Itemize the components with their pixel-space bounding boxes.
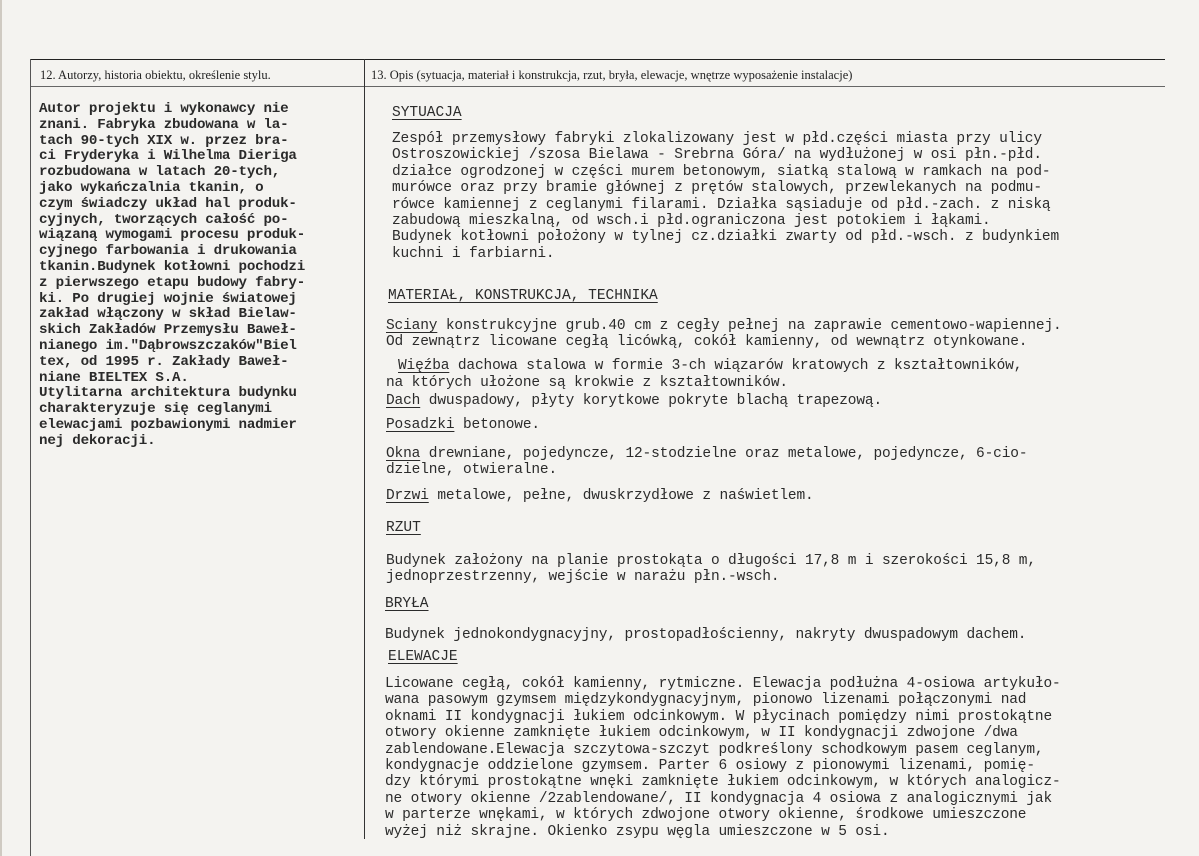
posadzki-text: betonowe. <box>454 417 540 433</box>
sciany-text: konstrukcyjne grub.40 cm z cegły pełnej na zaprawie cementowo-wapiennej. <box>437 318 1062 334</box>
text-line: zakład włączony w skład Bielaw- <box>39 306 297 323</box>
text-line: rozbudowana w latach 20-tych, <box>39 164 281 181</box>
drzwi-paragraph <box>386 488 814 504</box>
text-line: znani. Fabryka zbudowana w la- <box>39 116 289 133</box>
section-12-header: 12. Autorzy, historia obiektu, określenie stylu. <box>40 68 271 82</box>
heading-sytuacja: SYTUACJA <box>392 105 462 121</box>
okna-text: drewniane, pojedyncze, 12-stodzielne oraz metalowe, pojedyncze, 6-cio- <box>420 446 1028 462</box>
text-line: niane BIELTEX S.A. <box>39 369 189 386</box>
text-line: Ostroszowickiej /szosa Bielawa - Srebrna Góra/ na wydłużonej w osi płn.-płd. <box>392 147 1042 164</box>
text-line: Budynek jednokondygnacyjny, prostopadłościenny, nakryty dwuspadowym dachem. <box>385 627 1027 643</box>
text-line: Budynek kotłowni położony w tylnej cz.działki zwarty od płd.-wsch. z budynkiem <box>392 229 1060 246</box>
heading-bryla: BRYŁA <box>385 596 429 612</box>
text-line: dzy którymi prostokątne wnęki zamknięte łukiem odcinkowym, w których analogicz- <box>385 774 1061 791</box>
text-line: Utylitarna architektura budynku <box>39 385 297 402</box>
heading-rzut: RZUT <box>386 520 421 536</box>
text-line: ki. Po drugiej wojnie światowej <box>39 290 297 307</box>
text-line: otwory okienne zamknięte łukiem odcinkowym, w II kondygnacji zdwojone /dwa <box>385 725 1018 742</box>
posadzki-paragraph <box>386 417 540 433</box>
text-line: nianego im."Dąbrowszczaków"Biel <box>39 337 297 354</box>
text-line: Od zewnątrz licowane cegłą licówką, cokół kamienny, od wewnątrz otynkowane. <box>386 334 1028 351</box>
bryla-paragraph <box>385 627 1026 643</box>
top-rule <box>30 59 1165 60</box>
dach-paragraph <box>386 393 882 409</box>
text-line: wana pasowym gzymsem międzykondygnacyjnym, pionowo lizenami połączonymi nad <box>385 692 1027 709</box>
text-line: Budynek założony na planie prostokąta o długości 17,8 m i szerokości 15,8 m, <box>386 553 1036 569</box>
heading-elewacje: ELEWACJE <box>388 649 458 665</box>
wiezba-text: dachowa stalowa w formie 3-ch wiązarów kratowych z kształtowników, <box>449 358 1023 374</box>
text-line: wiązaną wymogami procesu produk- <box>39 227 306 244</box>
wiezba-label: Więźba <box>398 358 450 374</box>
column-divider <box>364 59 365 839</box>
text-line: Zespół przemysłowy fabryki zlokalizowany jest w płd.części miasta przy ulicy <box>392 131 1042 147</box>
text-line: tkanin.Budynek kotłowni pochodzi <box>39 258 306 275</box>
text-line: jednoprzestrzenny, wejście w narażu płn.-wsch. <box>386 569 780 586</box>
left-border <box>30 59 31 856</box>
text-line: Autor projektu i wykonawcy nie <box>39 101 289 117</box>
text-line: cyjnych, tworzących całość po- <box>39 211 289 228</box>
text-line: murówce oraz przy bramie głównej z prętów stalowych, przewlekanych na podmu- <box>392 180 1042 197</box>
text-line: zablendowane.Elewacja szczytowa-szczyt podkreślony schodkowym pasem ceglanym, <box>385 741 1044 758</box>
text-line: tach 90-tych XIX w. przez bra- <box>39 132 289 149</box>
posadzki-label: Posadzki <box>386 417 455 433</box>
authors-history-text <box>39 102 363 450</box>
text-line: w parterze wnękami, w których zdwojone otwory okienne, środkowe umieszczone <box>385 807 1027 824</box>
text-line: czym świadczy układ hal produk- <box>39 195 297 212</box>
okna-label: Okna <box>386 446 421 462</box>
dach-text: dwuspadowy, płyty korytkowe pokryte blachą trapezową. <box>420 393 882 409</box>
text-line: skich Zakładów Przemysłu Baweł- <box>39 322 297 339</box>
wiezba-paragraph <box>398 358 1022 374</box>
text-line: kondygnacje oddzielone gzymsem. Parter 6 osiowy z pionowymi lizenami, pomię- <box>385 758 1035 775</box>
text-line: Licowane cegłą, cokół kamienny, rytmiczne. Elewacja podłużna 4-osiowa artykuło- <box>385 676 1061 692</box>
wiezba-paragraph-cont <box>386 375 788 391</box>
heading-material: MATERIAŁ, KONSTRUKCJA, TECHNIKA <box>388 288 658 304</box>
text-line: na których ułożone są krokwie z kształtowników. <box>386 375 788 391</box>
text-line: ci Fryderyka i Wilhelma Dieriga <box>39 148 297 165</box>
text-line: elewacjami pozbawionymi nadmier <box>39 416 297 433</box>
text-line: charakteryzuje się ceglanymi <box>39 401 272 418</box>
text-line: rówce kamiennej z ceglanymi filarami. Działka sąsiaduje od płd.-zach. z niską <box>392 196 1051 213</box>
text-line: działce ogrodzonej w części murem betonowym, siatką stalową w ramkach na pod- <box>392 163 1051 180</box>
text-line: tex, od 1995 r. Zakłady Baweł- <box>39 353 289 370</box>
drzwi-label: Drzwi <box>386 488 429 504</box>
okna-paragraph <box>386 446 1027 479</box>
elewacje-paragraph <box>385 676 1061 840</box>
drzwi-text: metalowe, pełne, dwuskrzydłowe z naświetlem. <box>428 488 814 504</box>
dach-label: Dach <box>386 393 421 409</box>
text-line: jako wykańczalnia tkanin, o <box>39 179 264 196</box>
sytuacja-paragraph <box>392 131 1059 262</box>
text-line: zabudową mieszkalną, od wsch.i płd.ograniczona jest potokiem i łąkami. <box>392 213 991 230</box>
sciany-paragraph <box>386 318 1062 351</box>
text-line: dzielne, otwieralne. <box>386 462 558 479</box>
text-line: ne otwory okienne /2zablendowane/, II kondygnacja 4 osiowa z analogicznymi jak <box>385 790 1053 807</box>
text-line: nej dekoracji. <box>39 432 156 449</box>
section-13-header: 13. Opis (sytuacja, materiał i konstrukcja, rzut, bryła, elewacje, wnętrze wyposażenie instalacje) <box>371 68 853 82</box>
text-line: oknami II kondygnacji łukiem odcinkowym. W płycinach pomiędzy nimi prostokątne <box>385 708 1053 725</box>
text-line: wyżej niż skrajne. Okienko zsypu węgla umieszczone w 5 osi. <box>385 823 890 840</box>
header-rule <box>30 86 1165 87</box>
text-line: cyjnego farbowania i drukowania <box>39 243 297 260</box>
text-line: z pierwszego etapu budowy fabry- <box>39 274 306 291</box>
sciany-label: Sciany <box>386 318 438 334</box>
rzut-paragraph <box>386 553 1036 586</box>
text-line: kuchni i farbiarni. <box>392 245 555 262</box>
